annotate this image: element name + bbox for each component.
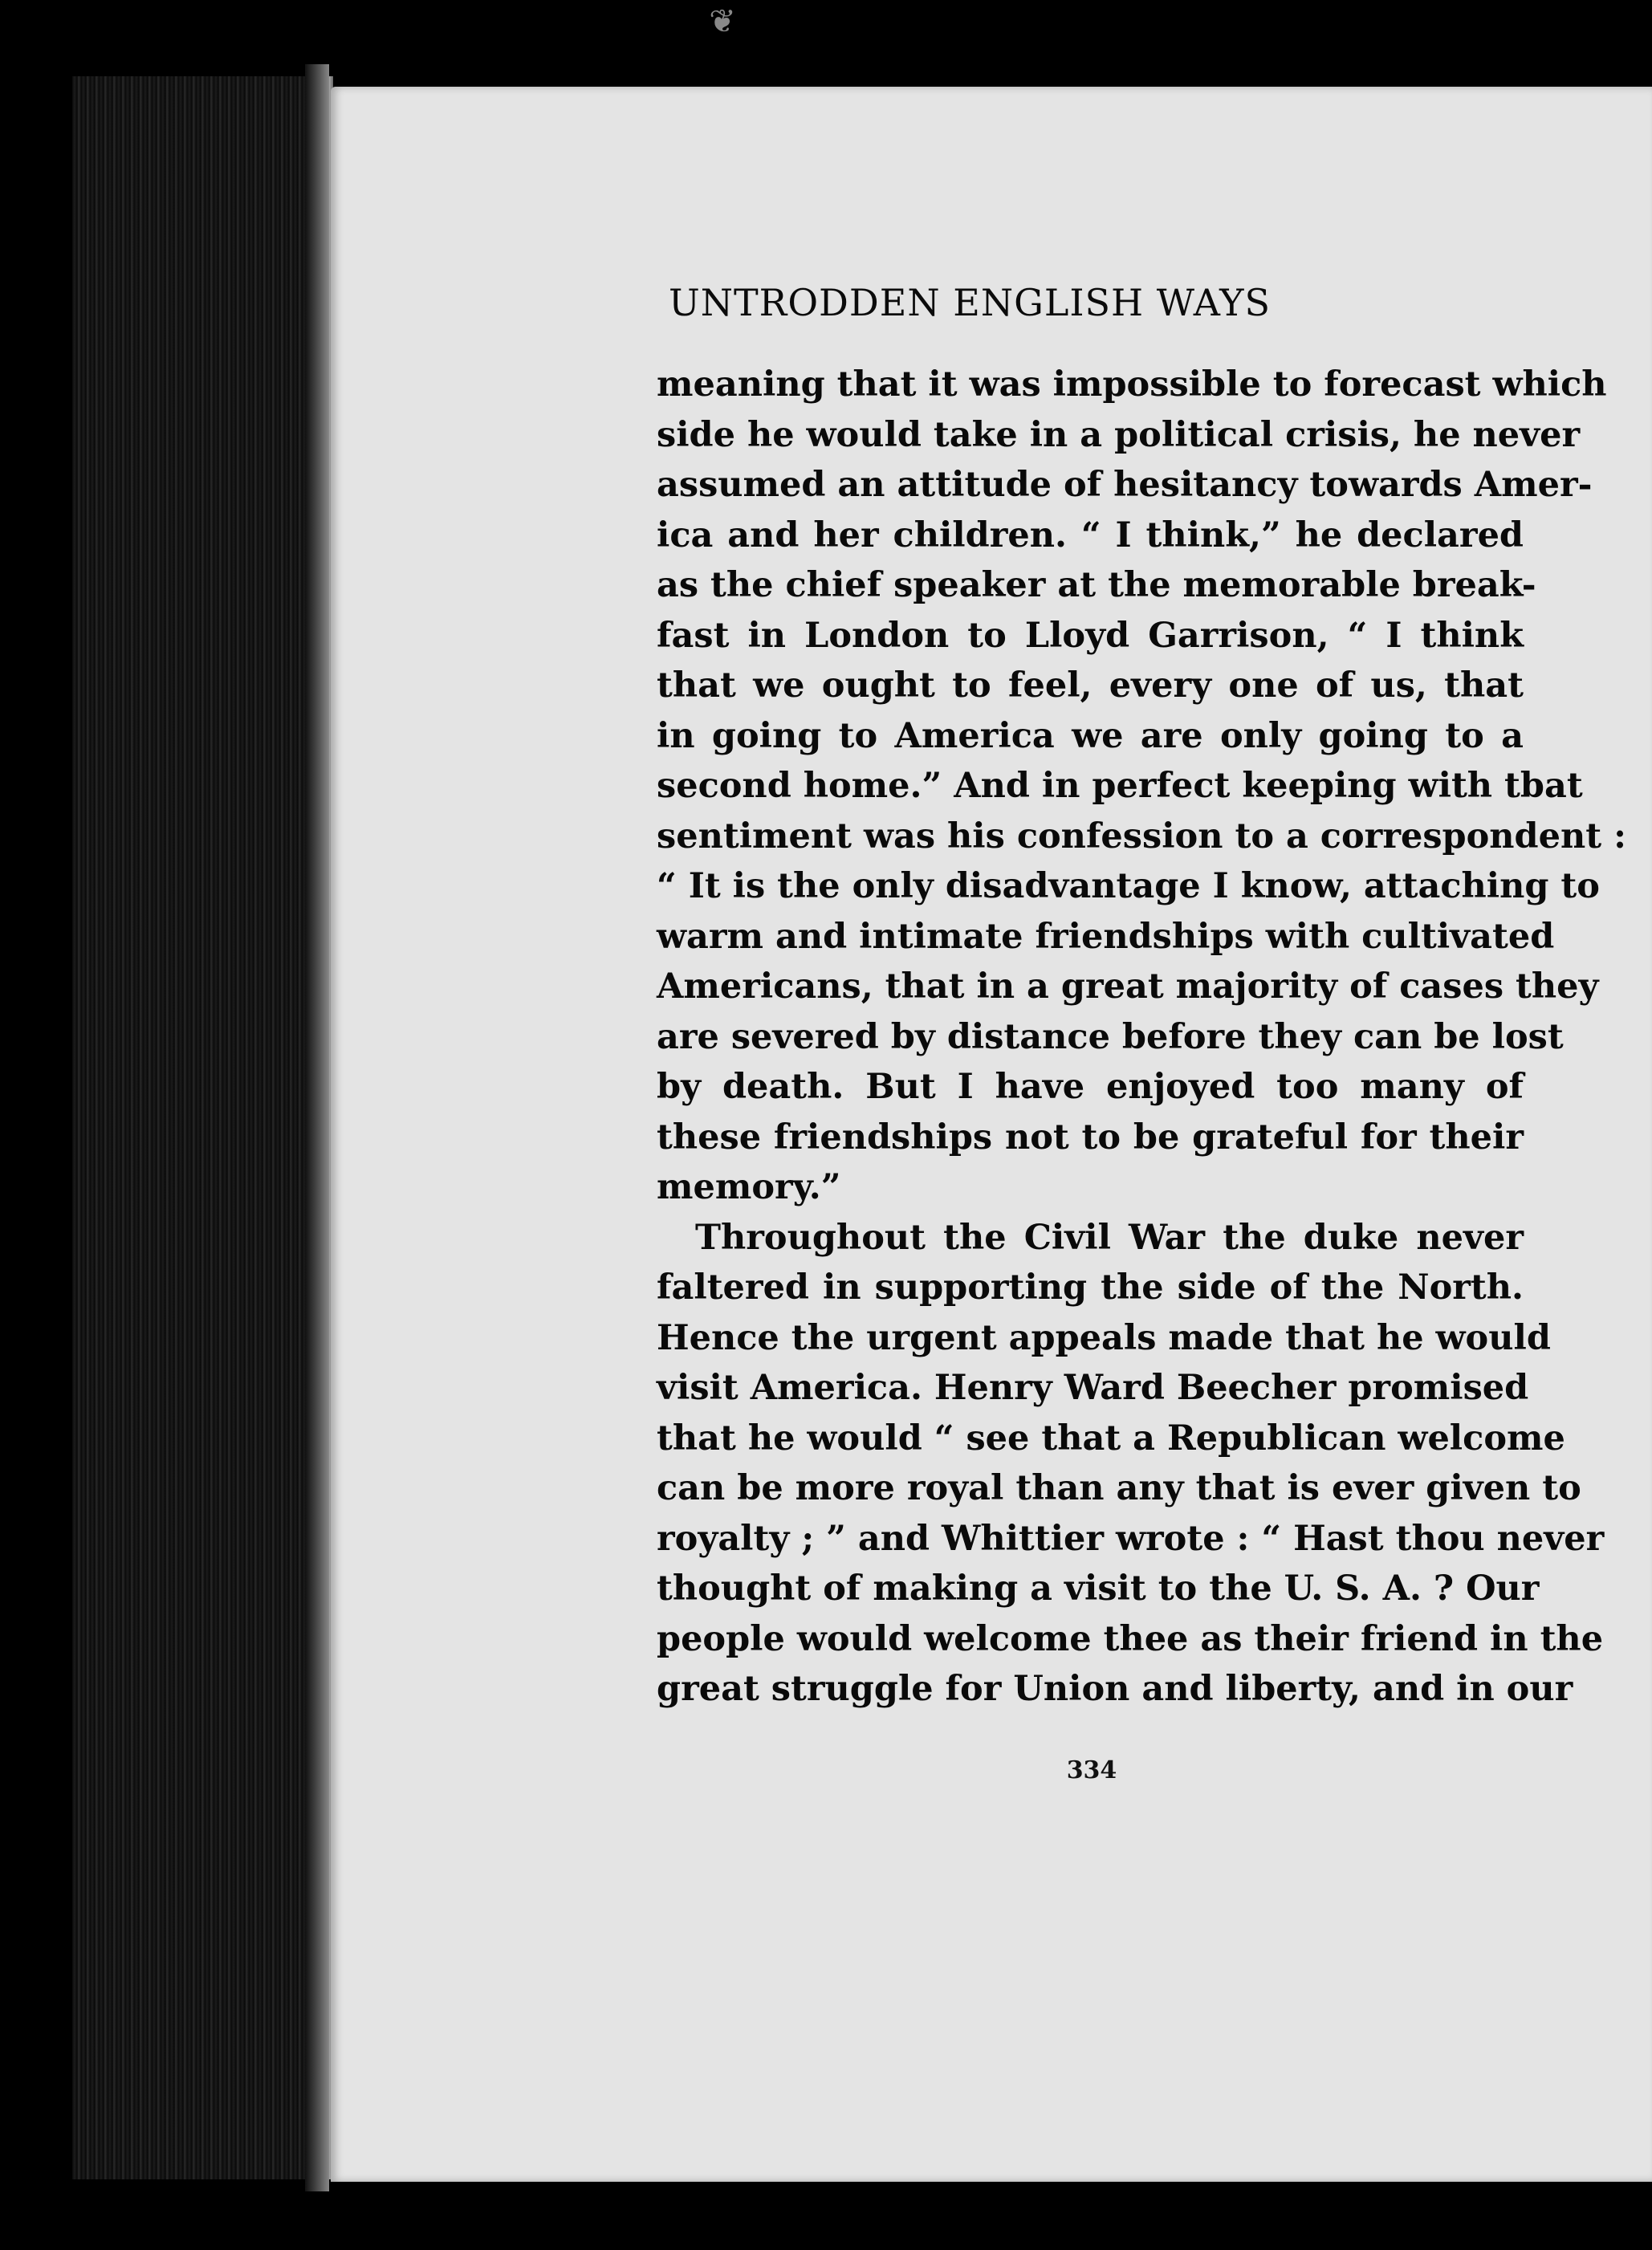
text-line: ica and her children. “ I think,” he declared bbox=[657, 515, 1524, 555]
text-line: meaning that it was impossible to forecast which bbox=[657, 364, 1607, 405]
text-line: royalty ; ” and Whittier wrote : “ Hast thou never bbox=[657, 1518, 1605, 1559]
page-body-text bbox=[657, 360, 1626, 1715]
running-head: UNTRODDEN ENGLISH WAYS bbox=[668, 281, 1272, 324]
text-line: as the chief speaker at the memorable break- bbox=[657, 565, 1536, 605]
text-line: are severed by distance before they can be lost bbox=[657, 1016, 1564, 1057]
text-line: assumed an attitude of hesitancy towards Amer- bbox=[657, 465, 1593, 505]
text-line: great struggle for Union and liberty, and in our bbox=[657, 1669, 1573, 1709]
text-line: sentiment was his confession to a correspondent : bbox=[657, 816, 1626, 856]
text-line: these friendships not to be grateful for their bbox=[657, 1117, 1524, 1158]
text-line: visit America. Henry Ward Beecher promised bbox=[657, 1368, 1529, 1408]
text-line: people would welcome thee as their friend in the bbox=[657, 1618, 1604, 1659]
text-line-paragraph-start: Throughout the Civil War the duke never bbox=[695, 1217, 1524, 1258]
text-line: Hence the urgent appeals made that he would bbox=[657, 1317, 1551, 1358]
text-line: that we ought to feel, every one of us, that bbox=[657, 665, 1524, 706]
binding-ornament: ❦ bbox=[709, 3, 736, 40]
text-line: thought of making a visit to the U. S. A. ? Our bbox=[657, 1568, 1540, 1609]
text-line: that he would “ see that a Republican welcome bbox=[657, 1418, 1565, 1459]
page-number: 334 bbox=[1066, 1756, 1117, 1784]
text-line: by death. But I have enjoyed too many of bbox=[657, 1067, 1524, 1107]
text-line: Americans, that in a great majority of cases they bbox=[657, 966, 1599, 1007]
book-page-edges bbox=[72, 76, 333, 2179]
text-line: in going to America we are only going to a bbox=[657, 715, 1524, 756]
text-line-paragraph-end: memory.” bbox=[657, 1167, 841, 1207]
text-line: “ It is the only disadvantage I know, attaching to bbox=[657, 866, 1600, 906]
text-line: warm and intimate friendships with cultivated bbox=[657, 916, 1555, 957]
text-line: fast in London to Lloyd Garrison, “ I think bbox=[657, 615, 1524, 656]
text-line: can be more royal than any that is ever given to bbox=[657, 1468, 1581, 1508]
spine-shadow bbox=[305, 64, 329, 2191]
text-line: faltered in supporting the side of the North. bbox=[657, 1267, 1524, 1308]
text-line: second home.” And in perfect keeping with tbat bbox=[657, 766, 1583, 806]
text-line: side he would take in a political crisis, he never bbox=[657, 414, 1581, 455]
